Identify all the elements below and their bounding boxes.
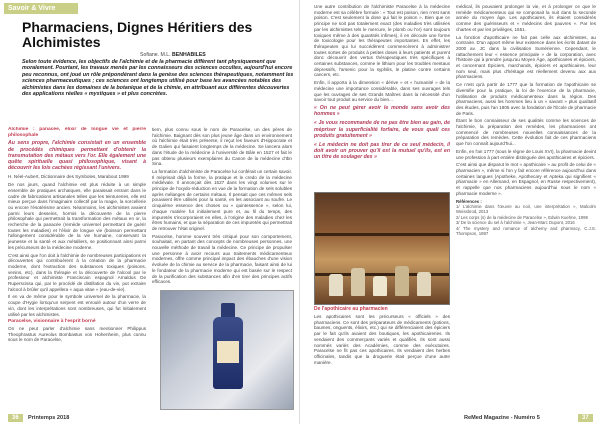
page-number: 36 bbox=[8, 414, 23, 422]
article-lead: Selon toute évidence, les objectifs de l'alchimie et de la pharmacie diffèrent tant physiquement que moralement. Pourtant, les travaux menés par les connaisseurs des sciences occultes, aujourd'hui encore peu reconnus, ont joué un rôle prépondérant dans la genèse des sciences thérapeutiques, notamment les sciences pharmaceutiques ; ces sciences ont longtemps utilisé pour base les avancées notables des alchimistes dans les domaines de la botanique et de la chimie, en attribuant aux différentes découvertes des applications réelles « mystiques » et plus concrètes. bbox=[22, 59, 294, 98]
byline-name: BENHABILES bbox=[172, 52, 206, 58]
paragraph: Il en va de même pour le symbole universel de la pharmacie, la coupe d'Hygie lorsqu'un serpent est enroulé autour d'un verre de vin, dont les interprétations sont nombreuses, qui fut initialement utilisé par les alchimistes. bbox=[8, 294, 146, 317]
paragraph: La fonction d'apothicaire ne fait pas celle aux alchimistes, au contraire. D'un apport même leur existence dans les écrits datant de 2000 av. JC dans la civilisation Sumérienne. Cependant, le rattachement leur « essence principale » de la corporation, avec l'histoire qui à prendre jusqu'au Moyen Âge, apothicaires et épiciers, et concernant Épiciers, marchands, épiciers et apothicaires, leur nom seul, mais plus d'héritage est réellement devenu aux aux pharmaciens. bbox=[456, 34, 596, 80]
jar-shape bbox=[395, 266, 409, 296]
paragraph: Enfin, il apporta à la dimension « dérive » et « humanité » de la médecine une importance considérable, dans ses ouvrages tels que les ouvrages de ses Grands Maîtres dans la nécessité d'un savoir tout produit au service du bien... bbox=[314, 80, 450, 103]
subheading: Paracelse, visionnaire à l'esprit borné bbox=[8, 319, 96, 325]
right-column-2 bbox=[456, 4, 596, 402]
reference-item: 4/ The mystery and romance of alchemy and pharmacy, C.J.S. Thompson, 1897 bbox=[456, 225, 596, 236]
left-footer bbox=[0, 412, 300, 424]
bottle-shape bbox=[213, 317, 243, 389]
apothecary-photo bbox=[314, 192, 450, 305]
page-number: 37 bbox=[578, 414, 593, 422]
paragraph: tiem, plus connu sous le nom de Paracelse, un des pères de l'alchimie. Baignant dès son plus jeune âge dans un environnement où l'alchimie était très présente, il reçut les faveurs d'Hippocrate et de Galien qui faisaient longtemps de la médecine. Se lancera alors dans l'étude de la médecine à l'université de Bâle en 1527 et fait le pas obtenu plusieurs exemplaires du Canon de la médecine d'Ibn Sina. bbox=[152, 127, 292, 167]
paragraph: médical, ils pouvaient prolonger la vie, et à prolonger ce que le remède médicamenteux qui se composait la nuit dans la seconde année du moyen âge. Les apothicaires, ils étaient considérés comme des guérisseurs et « médecins des pauvres ». Par les chartes et par les privilèges, 1551. bbox=[456, 4, 596, 32]
paragraph: Enfin, en l'an 1777 (sous le règne de Louis XVI), la pharmacie devint une profession à part entière distinguée des apothicaires et épiciers. bbox=[456, 148, 596, 160]
right-column-3 bbox=[314, 314, 450, 410]
section-tag: Savoir & Vivre bbox=[4, 3, 78, 14]
pull-quote: Au sens propre, l'alchimie consistait en un ensemble de procédés chimiques permettant d'obtenir la transmutation des métaux vers l'or. Elle également une quête spirituelle quasi philosophique, visant à découvrir les lois cachées régissant l'univers. bbox=[8, 140, 146, 172]
jar-shape bbox=[373, 276, 387, 296]
issue-label: Printemps 2018 bbox=[28, 415, 70, 421]
right-footer bbox=[300, 412, 600, 424]
bottle-photo bbox=[160, 290, 294, 410]
paragraph: Les apothicaires sont les précurseurs « officiels » des pharmaciens. Ce sont des préparateurs de médicaments (potions, baumes, onguents, élixirs, etc.) qui se différenciaient des épiciers par le fait qu'ils avaient des boutiques, les apothicaireries. Ils vendaient des commerçants variés et qualifiés. Ils sont aussi nommés variés des Académies, comme des exécutoires. Paracelse ne fit pas ces apothicaires. Ils vendaient des herbes officinales, tandis que la droguerie était perçue d'une autre manière. bbox=[314, 314, 450, 365]
paragraph: C'est ainsi que l'on doit à l'alchimie de nombreuses participations et découvertes qui contribuèrent à la création de la pharmacie moderne, dont l'extraction des substances toxiques (poisons, venins, etc), dans la thérapie et la découverte de l'alcool par le professeur et alchimiste Franciscain espagnol Arnaldus De Ruperscissa qui, par le procédé de distillation du vin, put extraire l'alcool à brûler qu'il appellera « aqua vitae » (eau-de-vie). bbox=[8, 252, 146, 292]
quote: « Je vous recommande de ne pas être bien au gain, de mépriser la superficialité forfaire, de vous quali ces produits gratuitement » bbox=[314, 120, 450, 139]
quote: « Le médecin ne doit pas tirer de ce seul médecin, il doit avoir un prouver qu'il est la mutuel qu'ils, est en un titre de soulager des » bbox=[314, 141, 450, 161]
section-heading: Alchimie : panacée, élixir de longue vie et pierre philosophale bbox=[8, 127, 146, 138]
magazine-label: ReMed Magazine - Numéro 5 bbox=[464, 415, 540, 421]
jar-shape bbox=[351, 268, 365, 296]
reference-item: 3/ De la science du sel à l'alchimie », Jean-Marc Dupont, 2016 bbox=[456, 220, 575, 226]
paragraph: Ce n'est qu'à partir de 1777 que la formation de l'apothicaire se diversifie pour la pratique, la loi de l'exercice de la pharmacie, l'utilisation de produits médicamenteux dans la région. Des pharmaciens, aussi les hommes lieu à un « savant » plus qualitatif des études, puis l'an 1805 avec la fondation de l'École de pharmacie de Paris. bbox=[456, 82, 596, 116]
jar-shape bbox=[417, 272, 431, 296]
references-title: Références : bbox=[456, 198, 482, 204]
paragraph: C'est ainsi que disparut le mot « apothicaire » au profit de celui de « pharmacien », même si l'on y fait encore référence aujourd'hui dans certaines langues (Apotheke, Apothecary et Apteka qui signifient « pharmacie » en Allemand, en Espagnol, en Russe respectivement), et rappelle que nos pharmaciens aujourd'hui sous le nom « pharmacie moderne ». bbox=[456, 162, 596, 196]
right-column-1 bbox=[314, 4, 450, 190]
article-title: Pharmaciens, Dignes Héritiers des Alchimistes bbox=[22, 19, 253, 50]
paragraph: Une autre contribution de l'alchimiste Paracelse à la médecine moderne est sa célèbre formule : « Tout est poison, rien n'est sans poison. C'est seulement la dose qui fait le poison ». Bien que ce principe ne soit pas totalement exact (des maladies très utilisées par les alchimistes tels le mercure, le plomb ou l'or) sont toujours toxiques même à des quantités infimes), il en découle une forme de toxicologie pour les thérapeutes importantes. En effet, les thérapeutes qui lui succédèrent commencèrent à administrer toutes sortes de produits à petites doses à leurs patients et purent donc découvrir des vertus thérapeutiques très spécifiques à certaines substances, comme le lithium pour les troubles mentaux dépressifs, l'arsenic pour la syphilis, le platine contre certains cancers, etc. bbox=[314, 4, 450, 78]
paragraph: Paracelse, homme souvent très critiqué pour son comportement, souhaitait, en partant des concepts de nombreuses personnes, une nouvelle méthode de travail la médecine. Ce principe de propulser une personne à avoir recours aux traitements médicamenteux modernes, offre comme principal impact des ébauches d'une vision évoluée de la chimie au service de la pharmacie, faisant ainsi de lui le fondateur de la pharmacie moderne qui est basée sur le respect de la purification des substances afin d'en tirer des principes actifs efficaces. bbox=[152, 233, 292, 285]
quote: « On ne peut gérer avoir le monde sans avoir des hommes » bbox=[314, 104, 450, 118]
bottle-label-shape bbox=[217, 341, 239, 363]
jar-shape bbox=[329, 274, 343, 296]
reference-item: 2/ Les corps (s) de la médecine de Paracelse », Edwin Kuehne, 1999 bbox=[456, 214, 588, 220]
reference-item: 1/ L'alchimie dans l'œuvre au noir, une interprétation », Malcolm Weissbrod, 2013 bbox=[456, 203, 596, 215]
shelf-shape bbox=[315, 233, 450, 236]
paragraph: Étant le bon connaisseur de ses qualités comme les sciences de l'alchimie, la préparation des remèdes, les pharmaciens ont commencé de nombreuses nouvelles connaissances de la préparation des remèdes. Cette évolution fait de ces pharmaciens que l'on connaît aujourd'hui... bbox=[456, 118, 596, 147]
right-page bbox=[300, 0, 600, 424]
paragraph: De nos jours, quand l'alchimie est plus réduite à un simple ensemble de pratiques archaïques, elle paraissait entrant dans le cadre de fabrications artisanales telles que les teintureries, elle est mieux perçue dans l'imaginaire collectif par la magie, la sorcellerie ou encore l'ésotérisme ancien. Néanmoins, les alchimistes avaient parmi leurs desseins, hormis la découverte de la pierre philosophale qui permettrait la transformation des métaux en or, la recherche de la panacée (remède universel permettant de guérir toutes les maladies) et l'élixir de longue vie (boisson permettant l'allongement considérable de la vie humaine, conservant la jeunesse et la santé et aux métalliers, se positionnant ainsi parmi les précurseurs de la médecine moderne. bbox=[8, 182, 146, 250]
paragraph: On ne peut parler d'alchimie sans mentionner Philippus Theophrastus Aureolus Bombastus von Hohenheim, plus connu sous le nom de Paracelse, bbox=[8, 326, 146, 343]
references bbox=[456, 199, 596, 237]
left-column-1 bbox=[8, 127, 146, 413]
photo-caption: De l'apothicaire au pharmacien bbox=[314, 306, 388, 312]
byline-prefix: Sofiane. M.L. bbox=[140, 52, 171, 58]
byline bbox=[140, 52, 206, 58]
pull-quote-credit: H. Néel-Aubert, Dictionnaire des Symboles, Marabout 1999 bbox=[8, 174, 129, 180]
paragraph: La formation d'alchimiste de Paracelse lui conférait un certain savoir. Il méprisait déjà la forme, la pratique et le credo de la médecine médiévale. Il annonçait dès 1527 dans les vingt volumes sur le principe de l'oxydo-réduction en vue de la formation de sels solubles après mélanges de certains métaux. Il pensait que ces mêmes sels pouvaient être utilisés pour la santé, en les associant au soufre. Le cinquième essence des choses ou « quintessence », selon lui, chaque matière fut initialement pure et, au fil du temps, des impuretés s'incorporaient en elles, à l'origine des maladies chez les êtres humains, et que la séparation de ces impuretés qui permettrait de retrouver l'état originel. bbox=[152, 168, 292, 231]
